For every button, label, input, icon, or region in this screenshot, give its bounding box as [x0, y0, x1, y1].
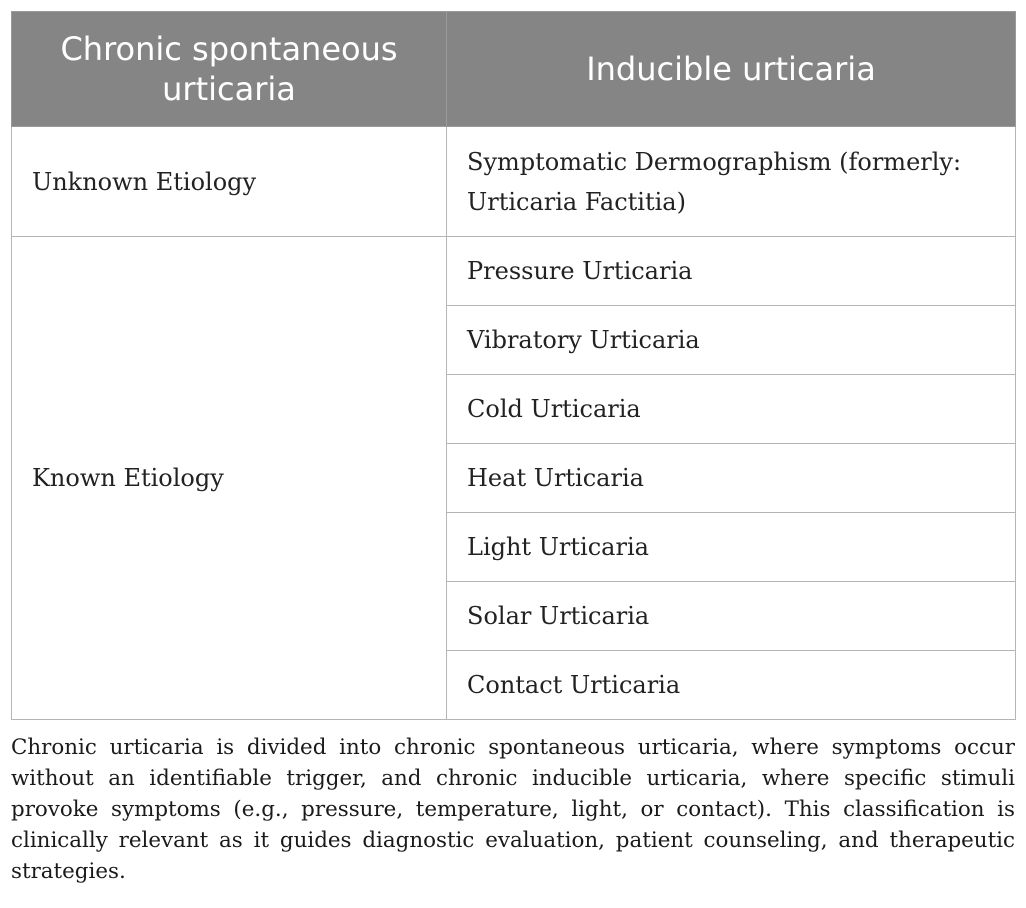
inducible-type-cell: Cold Urticaria [447, 375, 1016, 444]
inducible-type-cell: Vibratory Urticaria [447, 306, 1016, 375]
header-row [12, 12, 1016, 127]
header-inducible: Inducible urticaria [447, 12, 1016, 127]
etiology-cell-known: Known Etiology [12, 237, 447, 720]
table-row [12, 127, 1016, 237]
document [11, 11, 1015, 908]
inducible-type-cell: Solar Urticaria [447, 582, 1016, 651]
etiology-cell-unknown: Unknown Etiology [12, 127, 447, 237]
table-row [12, 237, 1016, 306]
table-caption: Chronic urticaria is divided into chronic spontaneous urticaria, where symptoms occur without an identifiable trigger, and chronic inducible urticaria, where specific stimuli provoke symptoms (e.g., pressure, temperature, light, or contact). This classification is clinically relevant as it guides diagnostic evaluation, patient counseling, and therapeutic strategies. [11, 735, 1015, 884]
header-chronic-spontaneous: Chronic spontaneous urticaria [12, 12, 447, 127]
inducible-type-cell: Heat Urticaria [447, 444, 1016, 513]
urticaria-classification-table [11, 11, 1016, 720]
inducible-type-cell: Pressure Urticaria [447, 237, 1016, 306]
inducible-type-cell: Symptomatic Dermographism (formerly: Urticaria Factitia) [447, 127, 1016, 237]
inducible-type-cell: Light Urticaria [447, 513, 1016, 582]
inducible-type-cell: Contact Urticaria [447, 651, 1016, 720]
